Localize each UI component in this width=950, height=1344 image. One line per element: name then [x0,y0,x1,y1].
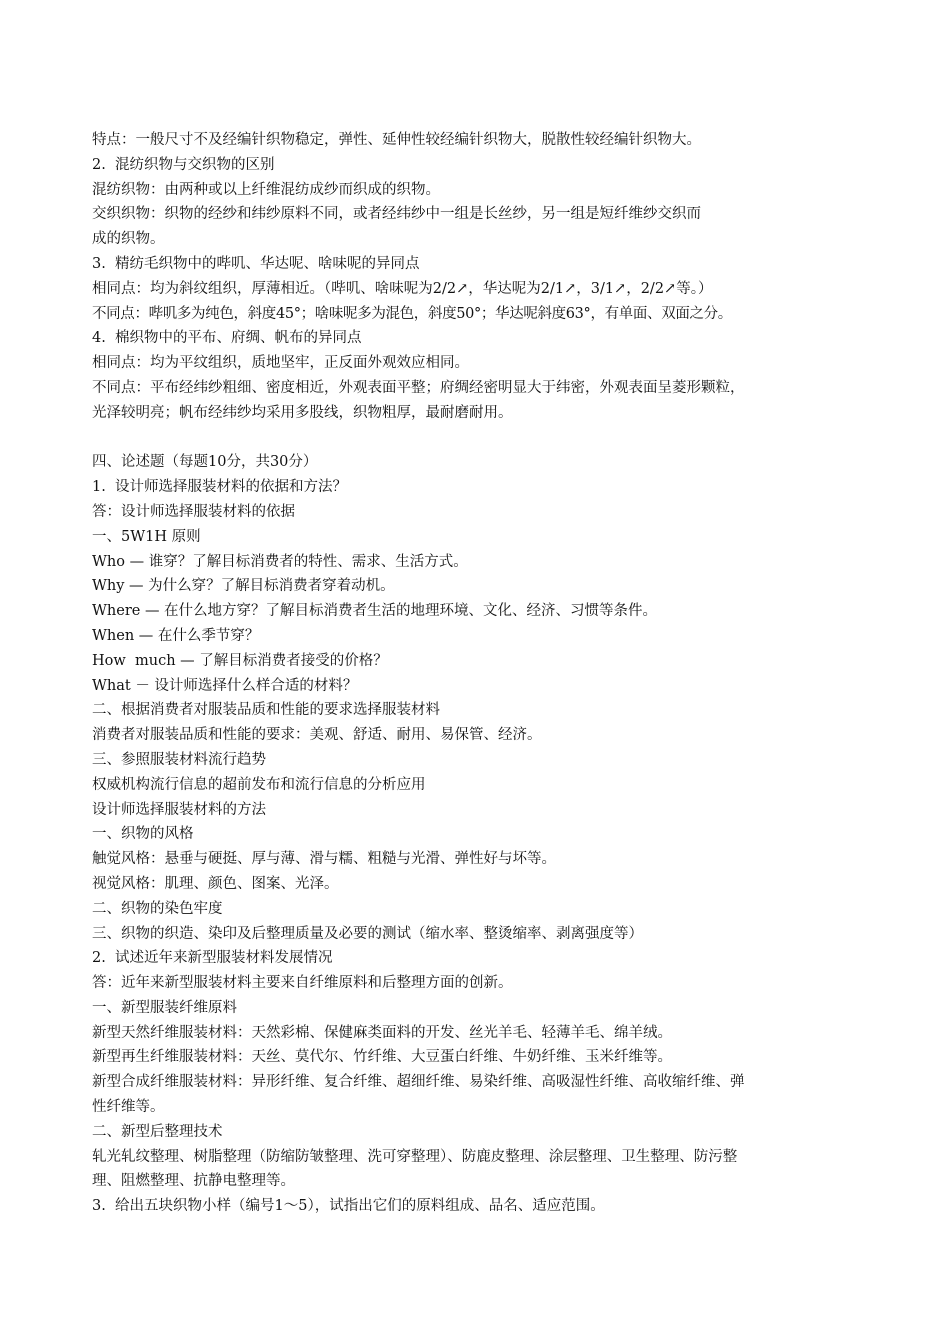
question-heading: 2. 试述近年来新型服装材料发展情况 [92,950,333,967]
text-line: 光泽较明亮；帆布经纬纱均采用多股线，织物粗厚，最耐磨耐用。 [92,404,513,421]
text-line: 不同点：平布经纬纱粗细、密度相近，外观表面平整；府绸经密明显大于纬密，外观表面呈菱形颗粒， [92,379,745,396]
text-line: 答：近年来新型服装材料主要来自纤维原料和后整理方面的创新。 [92,975,513,992]
text-line: 混纺织物：由两种或以上纤维混纺成纱而织成的织物。 [92,181,440,198]
text-line: 相同点：均为斜纹组织，厚薄相近。（哔叽、啥味呢为2/2↗，华达呢为2/1↗，3/1↗，2/2↗等。） [92,280,713,297]
section-heading: 2. 混纺织物与交织物的区别 [92,156,275,173]
text-line: Who — 谁穿？了解目标消费者的特性、需求、生活方式。 [92,553,468,570]
text-line: 视觉风格：肌理、颜色、图案、光泽。 [92,875,339,892]
text-line: 一、新型服装纤维原料 [92,999,237,1016]
text-line: 三、参照服装材料流行趋势 [92,751,266,768]
text-line: 一、织物的风格 [92,826,194,843]
text-line: How much — 了解目标消费者接受的价格？ [92,652,388,669]
text-line: 理、阻燃整理、抗静电整理等。 [92,1173,295,1190]
text-line: 特点：一般尺寸不及经编针织物稳定，弹性、延伸性较经编针织物大，脱散性较经编针织物大。 [92,132,701,148]
question-heading: 1. 设计师选择服装材料的依据和方法？ [92,479,348,496]
text-line: 一、5W1H 原则 [92,528,201,545]
text-line: 触觉风格：悬垂与硬挺、厚与薄、滑与糯、粗糙与光滑、弹性好与坏等。 [92,851,556,868]
document-body [92,128,882,1219]
text-line: 消费者对服装品质和性能的要求：美观、舒适、耐用、易保管、经济。 [92,727,542,744]
text-line: 权威机构流行信息的超前发布和流行信息的分析应用 [92,776,426,793]
text-line: 新型天然纤维服装材料：天然彩棉、保健麻类面料的开发、丝光羊毛、轻薄羊毛、绵羊绒。 [92,1024,672,1041]
text-line: 轧光轧纹整理、树脂整理（防缩防皱整理、洗可穿整理）、防鹿皮整理、涂层整理、卫生整理、防污整 [92,1148,738,1165]
text-line: 二、根据消费者对服装品质和性能的要求选择服装材料 [92,702,440,719]
text-line: 新型合成纤维服装材料：异形纤维、复合纤维、超细纤维、易染纤维、高吸湿性纤维、高收缩纤维、弹 [92,1074,745,1091]
text-line: Where — 在什么地方穿？了解目标消费者生活的地理环境、文化、经济、习惯等条件。 [92,603,658,620]
section-heading: 3. 精纺毛织物中的哔叽、华达呢、啥味呢的异同点 [92,255,420,272]
text-line: 不同点：哔叽多为纯色，斜度45°；啥味呢多为混色，斜度50°；华达呢斜度63°，有单面、双面之分。 [92,305,732,322]
text-line: 交织织物：织物的经纱和纬纱原料不同，或者经纬纱中一组是长丝纱，另一组是短纤维纱交织而 [92,206,701,223]
text-line: 新型再生纤维服装材料：天丝、莫代尔、竹纤维、大豆蛋白纤维、牛奶纤维、玉米纤维等。 [92,1049,672,1066]
text-line: Why — 为什么穿？了解目标消费者穿着动机。 [92,578,395,595]
text-line: 二、新型后整理技术 [92,1123,223,1140]
blank-line [92,426,882,451]
text-line: 三、织物的织造、染印及后整理质量及必要的测试（缩水率、整烫缩率、剥离强度等） [92,925,643,942]
text-line: What － 设计师选择什么样合适的材料？ [92,677,358,694]
section-heading: 4. 棉织物中的平布、府绸、帆布的异同点 [92,330,362,347]
text-line: 成的织物。 [92,231,165,248]
text-line: 设计师选择服装材料的方法 [92,801,266,818]
question-heading: 3. 给出五块织物小样（编号1～5），试指出它们的原料组成、品名、适应范围。 [92,1198,605,1215]
text-line: 答：设计师选择服装材料的依据 [92,503,295,520]
text-line: 性纤维等。 [92,1099,165,1116]
chapter-heading: 四、论述题（每题10分，共30分） [92,454,318,471]
text-line: 二、织物的染色牢度 [92,900,223,917]
text-line: When — 在什么季节穿？ [92,627,260,644]
text-line: 相同点：均为平纹组织，质地坚牢，正反面外观效应相同。 [92,355,469,372]
